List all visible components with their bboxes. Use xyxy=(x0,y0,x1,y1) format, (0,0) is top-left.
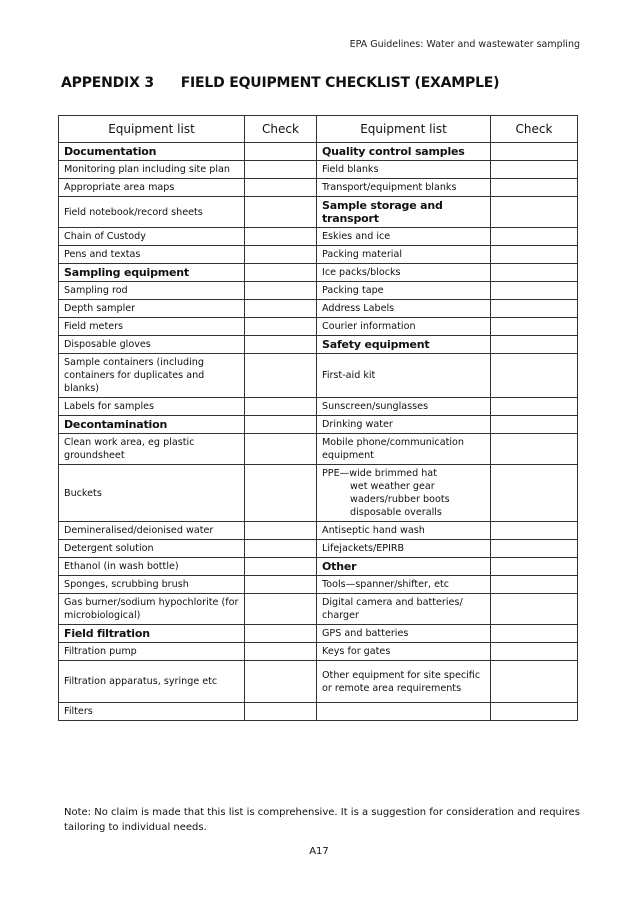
table-row xyxy=(59,179,578,197)
check-cell[interactable] xyxy=(245,282,317,300)
check-cell[interactable] xyxy=(491,264,578,282)
section-heading: Field filtration xyxy=(59,625,245,643)
equipment-item: Monitoring plan including site plan xyxy=(59,161,245,179)
check-cell[interactable] xyxy=(245,179,317,197)
table-row xyxy=(59,246,578,264)
page-title xyxy=(61,75,581,91)
equipment-item: Drinking water xyxy=(317,416,491,434)
check-cell[interactable] xyxy=(245,228,317,246)
equipment-item xyxy=(317,465,491,522)
equipment-item: Pens and textas xyxy=(59,246,245,264)
equipment-item: Field meters xyxy=(59,318,245,336)
table-row xyxy=(59,558,578,576)
checklist-body xyxy=(59,143,578,721)
running-header: EPA Guidelines: Water and wastewater sampling xyxy=(349,39,580,50)
equipment-item: Filters xyxy=(59,703,245,721)
section-heading: Other xyxy=(317,558,491,576)
table-row xyxy=(59,228,578,246)
check-cell[interactable] xyxy=(245,416,317,434)
check-cell[interactable] xyxy=(491,416,578,434)
check-cell[interactable] xyxy=(245,625,317,643)
equipment-item xyxy=(317,703,491,721)
equipment-item: Sunscreen/sunglasses xyxy=(317,398,491,416)
equipment-item: Labels for samples xyxy=(59,398,245,416)
equipment-item: Packing material xyxy=(317,246,491,264)
table-row xyxy=(59,703,578,721)
check-cell[interactable] xyxy=(491,143,578,161)
equipment-item-label: PPE—wide brimmed hat xyxy=(322,468,437,479)
check-cell[interactable] xyxy=(491,354,578,398)
check-cell[interactable] xyxy=(491,465,578,522)
check-cell[interactable] xyxy=(245,594,317,625)
equipment-item: Depth sampler xyxy=(59,300,245,318)
section-heading: Documentation xyxy=(59,143,245,161)
column-header: Check xyxy=(245,116,317,143)
check-cell[interactable] xyxy=(245,661,317,703)
check-cell[interactable] xyxy=(245,643,317,661)
equipment-item: Detergent solution xyxy=(59,540,245,558)
equipment-item: Clean work area, eg plastic groundsheet xyxy=(59,434,245,465)
equipment-item: Sample containers (including containers for duplicates and blanks) xyxy=(59,354,245,398)
check-cell[interactable] xyxy=(491,643,578,661)
equipment-item: Filtration apparatus, syringe etc xyxy=(59,661,245,703)
check-cell[interactable] xyxy=(245,143,317,161)
table-row xyxy=(59,576,578,594)
equipment-item: Ethanol (in wash bottle) xyxy=(59,558,245,576)
column-header: Equipment list xyxy=(317,116,491,143)
table-row xyxy=(59,282,578,300)
check-cell[interactable] xyxy=(245,336,317,354)
table-row xyxy=(59,143,578,161)
table-row xyxy=(59,416,578,434)
check-cell[interactable] xyxy=(491,318,578,336)
equipment-item: Field notebook/record sheets xyxy=(59,197,245,228)
check-cell[interactable] xyxy=(491,282,578,300)
equipment-item: Mobile phone/communication equipment xyxy=(317,434,491,465)
equipment-item: Antiseptic hand wash xyxy=(317,522,491,540)
table-row xyxy=(59,522,578,540)
check-cell[interactable] xyxy=(245,465,317,522)
equipment-item: Transport/equipment blanks xyxy=(317,179,491,197)
check-cell[interactable] xyxy=(491,625,578,643)
check-cell[interactable] xyxy=(491,540,578,558)
check-cell[interactable] xyxy=(491,197,578,228)
check-cell[interactable] xyxy=(491,558,578,576)
check-cell[interactable] xyxy=(491,703,578,721)
section-heading: Decontamination xyxy=(59,416,245,434)
equipment-subitem: wet weather gear xyxy=(350,481,435,492)
section-heading: Sample storage and transport xyxy=(317,197,491,228)
equipment-item: Lifejackets/EPIRB xyxy=(317,540,491,558)
page-number: A17 xyxy=(309,846,329,857)
equipment-subitem: disposable overalls xyxy=(350,507,442,518)
equipment-item: Eskies and ice xyxy=(317,228,491,246)
check-cell[interactable] xyxy=(245,318,317,336)
check-cell[interactable] xyxy=(245,197,317,228)
column-header: Equipment list xyxy=(59,116,245,143)
check-cell[interactable] xyxy=(245,576,317,594)
column-header: Check xyxy=(491,116,578,143)
table-row xyxy=(59,465,578,522)
equipment-item: First-aid kit xyxy=(317,354,491,398)
check-cell[interactable] xyxy=(245,522,317,540)
equipment-subitem: waders/rubber boots xyxy=(350,494,450,505)
footnote: Note: No claim is made that this list is comprehensive. It is a suggestion for consideration and requires tailoring to individual needs. xyxy=(64,807,580,833)
table-row xyxy=(59,336,578,354)
equipment-item: Sponges, scrubbing brush xyxy=(59,576,245,594)
check-cell[interactable] xyxy=(245,300,317,318)
equipment-item: Chain of Custody xyxy=(59,228,245,246)
equipment-item: Disposable gloves xyxy=(59,336,245,354)
equipment-item: Gas burner/sodium hypochlorite (for microbiological) xyxy=(59,594,245,625)
check-cell[interactable] xyxy=(245,246,317,264)
equipment-item: Ice packs/blocks xyxy=(317,264,491,282)
equipment-item: Keys for gates xyxy=(317,643,491,661)
check-cell[interactable] xyxy=(491,300,578,318)
check-cell[interactable] xyxy=(491,576,578,594)
equipment-item: Digital camera and batteries/ charger xyxy=(317,594,491,625)
table-header-row xyxy=(59,116,578,143)
equipment-item: Appropriate area maps xyxy=(59,179,245,197)
check-cell[interactable] xyxy=(245,264,317,282)
table-row xyxy=(59,594,578,625)
title-text: FIELD EQUIPMENT CHECKLIST (EXAMPLE) xyxy=(180,75,500,91)
equipment-item: Address Labels xyxy=(317,300,491,318)
table-row xyxy=(59,398,578,416)
check-cell[interactable] xyxy=(491,161,578,179)
table-row xyxy=(59,540,578,558)
section-heading: Safety equipment xyxy=(317,336,491,354)
table-row xyxy=(59,643,578,661)
check-cell[interactable] xyxy=(245,354,317,398)
check-cell[interactable] xyxy=(245,703,317,721)
equipment-item: Demineralised/deionised water xyxy=(59,522,245,540)
check-cell[interactable] xyxy=(245,161,317,179)
check-cell[interactable] xyxy=(245,434,317,465)
table-row xyxy=(59,300,578,318)
check-cell[interactable] xyxy=(491,179,578,197)
check-cell[interactable] xyxy=(491,661,578,703)
table-row xyxy=(59,318,578,336)
check-cell[interactable] xyxy=(245,558,317,576)
check-cell[interactable] xyxy=(491,434,578,465)
table-row xyxy=(59,161,578,179)
table-row xyxy=(59,264,578,282)
equipment-checklist-table xyxy=(58,115,578,721)
equipment-item: Other equipment for site specific or remote area requirements xyxy=(317,661,491,703)
appendix-label: APPENDIX 3 xyxy=(61,75,154,91)
table-row xyxy=(59,197,578,228)
table-row xyxy=(59,434,578,465)
check-cell[interactable] xyxy=(491,228,578,246)
check-cell[interactable] xyxy=(245,398,317,416)
table-row xyxy=(59,354,578,398)
check-cell[interactable] xyxy=(491,246,578,264)
equipment-item: Buckets xyxy=(59,465,245,522)
section-heading: Quality control samples xyxy=(317,143,491,161)
equipment-item: Sampling rod xyxy=(59,282,245,300)
table-row xyxy=(59,661,578,703)
section-heading: Sampling equipment xyxy=(59,264,245,282)
equipment-item: Tools—spanner/shifter, etc xyxy=(317,576,491,594)
check-cell[interactable] xyxy=(491,522,578,540)
equipment-item: Courier information xyxy=(317,318,491,336)
check-cell[interactable] xyxy=(491,336,578,354)
equipment-item: Packing tape xyxy=(317,282,491,300)
equipment-item: GPS and batteries xyxy=(317,625,491,643)
check-cell[interactable] xyxy=(245,540,317,558)
equipment-item: Filtration pump xyxy=(59,643,245,661)
table-row xyxy=(59,625,578,643)
check-cell[interactable] xyxy=(491,398,578,416)
check-cell[interactable] xyxy=(491,594,578,625)
equipment-item: Field blanks xyxy=(317,161,491,179)
